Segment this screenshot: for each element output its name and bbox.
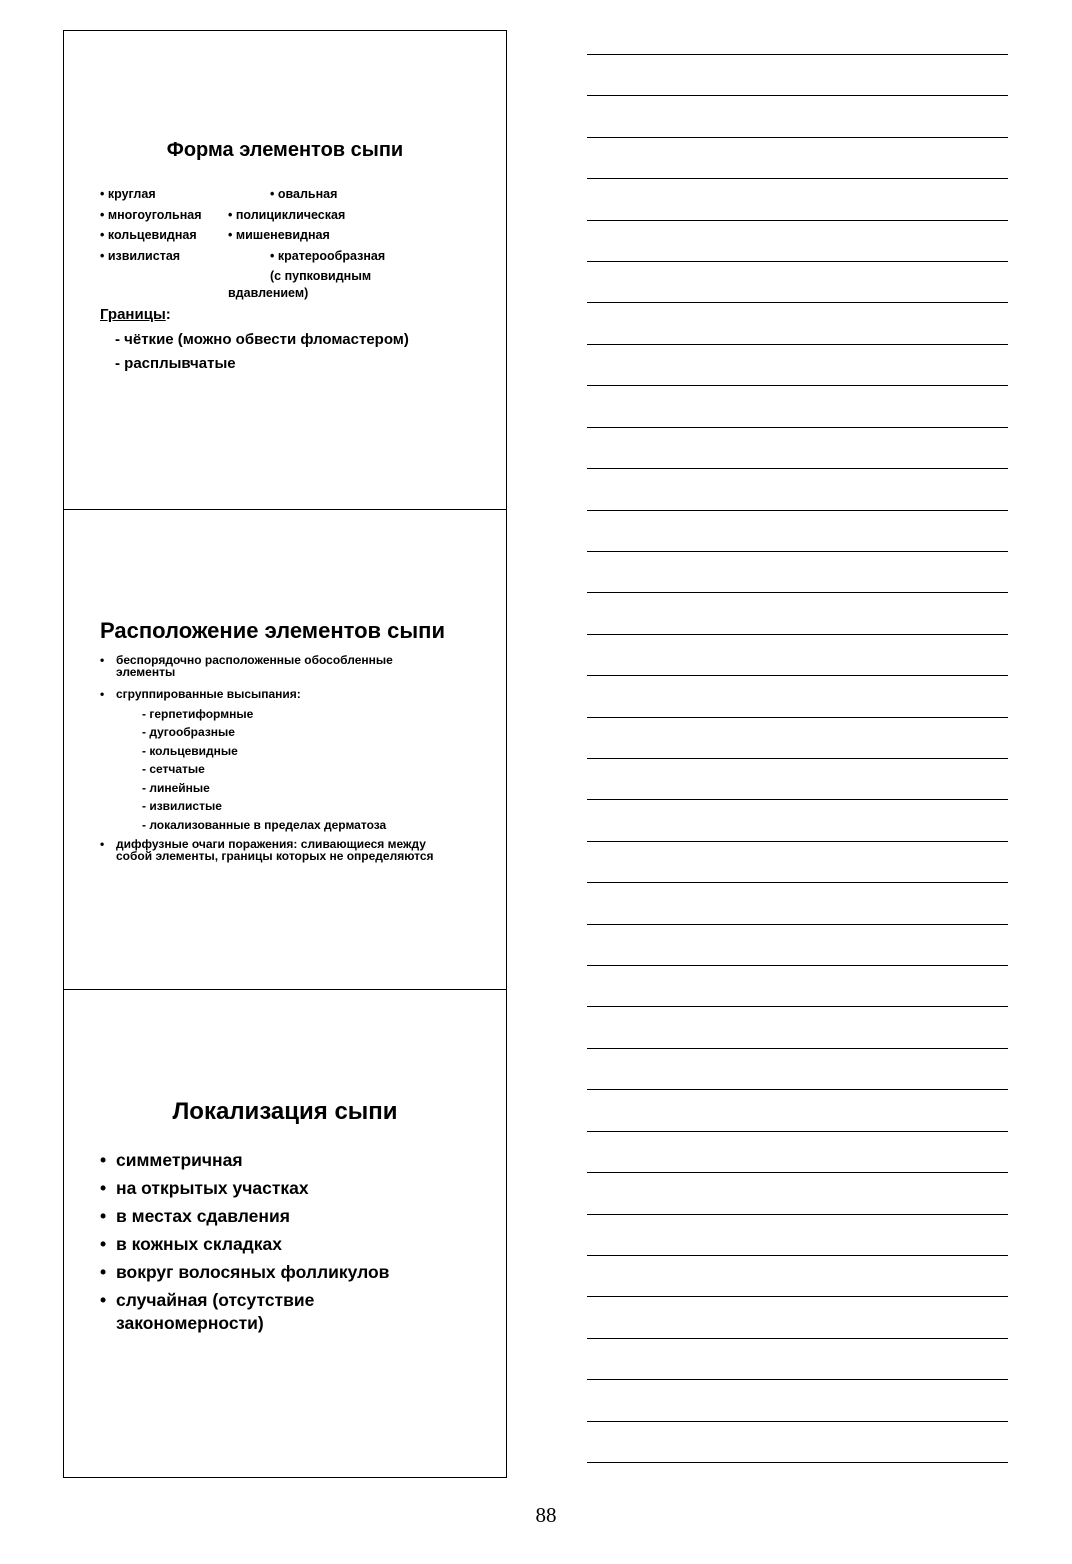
note-line	[587, 1462, 1008, 1464]
slide-title: Форма элементов сыпи	[166, 139, 404, 161]
shape-note: вдавлением)	[228, 286, 309, 300]
note-line	[587, 1089, 1008, 1091]
note-line	[587, 178, 1008, 180]
shape-item: • мишеневидная	[228, 228, 330, 242]
bullet: •	[100, 837, 105, 851]
note-line	[587, 634, 1008, 636]
bullet: •	[100, 1290, 107, 1310]
list-item-text: вокруг волосяных фолликулов	[116, 1262, 390, 1282]
list-item-text: диффузные очаги поражения: сливающиеся между собой элементы, границы которых не определяются	[116, 837, 434, 863]
bullet: •	[100, 1150, 107, 1170]
bullet: •	[100, 687, 105, 701]
note-line	[587, 1131, 1008, 1133]
slide-rash-arrangement	[64, 510, 506, 990]
note-line	[587, 261, 1008, 263]
shape-item: • кольцевидная	[100, 228, 197, 242]
note-line	[587, 1048, 1008, 1050]
note-line	[587, 1338, 1008, 1340]
note-line	[587, 551, 1008, 553]
note-line	[587, 54, 1008, 56]
note-line	[587, 1421, 1008, 1423]
note-line	[587, 717, 1008, 719]
borders-heading-text: Границы	[100, 306, 166, 323]
note-line	[587, 1379, 1008, 1381]
shape-item: • извилистая	[100, 248, 181, 263]
note-line	[587, 95, 1008, 97]
note-line	[587, 675, 1008, 677]
shape-item: • овальная	[270, 187, 338, 201]
sub-item: - кольцевидные	[142, 744, 238, 758]
note-line	[587, 427, 1008, 429]
note-line	[587, 385, 1008, 387]
note-line	[587, 1006, 1008, 1008]
list-item-text: в местах сдавления	[116, 1206, 290, 1226]
note-line	[587, 882, 1008, 884]
bullet: •	[100, 1178, 107, 1198]
sub-item: - линейные	[142, 781, 210, 795]
slide-title: Локализация сыпи	[172, 1098, 398, 1125]
slide-rash-shape	[64, 31, 506, 510]
shape-note: (с пупковидным	[270, 269, 372, 283]
bullet: •	[100, 653, 105, 667]
borders-heading	[100, 306, 171, 323]
note-line	[587, 1214, 1008, 1216]
slide-title: Расположение элементов сыпи	[100, 618, 445, 643]
note-line	[587, 468, 1008, 470]
sub-item: - сетчатые	[142, 762, 205, 776]
note-line	[587, 592, 1008, 594]
borders-colon: :	[165, 306, 171, 323]
shape-item: • круглая	[100, 187, 156, 201]
shape-item: • кратерообразная	[270, 248, 386, 263]
border-item: - чёткие (можно обвести фломастером)	[115, 331, 409, 348]
note-line	[587, 344, 1008, 346]
note-line	[587, 220, 1008, 222]
note-line	[587, 137, 1008, 139]
list-item-text: на открытых участках	[116, 1178, 309, 1198]
border-item: - расплывчатые	[115, 355, 236, 372]
list-item-text: в кожных складках	[116, 1234, 283, 1254]
note-line	[587, 1172, 1008, 1174]
note-line	[587, 924, 1008, 926]
list-item-text: беспорядочно расположенные обособленные элементы	[116, 653, 393, 679]
page-number: 88	[535, 1503, 557, 1527]
bullet: •	[100, 1206, 107, 1226]
slides-frame	[63, 30, 507, 1478]
shape-item: • полициклическая	[228, 207, 346, 222]
note-line	[587, 510, 1008, 512]
sub-item: - извилистые	[142, 799, 222, 813]
note-line	[587, 758, 1008, 760]
bullet: •	[100, 1234, 107, 1254]
note-line	[587, 799, 1008, 801]
slide-rash-localization	[64, 990, 506, 1477]
shape-item: • многоугольная	[100, 207, 202, 222]
list-item-text: случайная (отсутствие закономерности)	[116, 1290, 315, 1333]
note-line	[587, 1255, 1008, 1257]
sub-item: - дугообразные	[142, 725, 235, 739]
note-line	[587, 1296, 1008, 1298]
note-line	[587, 302, 1008, 304]
sub-item: - герпетиформные	[142, 707, 254, 721]
note-line	[587, 841, 1008, 843]
list-item-text: сгруппированные высыпания:	[116, 687, 301, 701]
list-item-text: симметричная	[116, 1150, 243, 1170]
note-line	[587, 965, 1008, 967]
sub-item: - локализованные в пределах дерматоза	[142, 818, 387, 832]
bullet: •	[100, 1262, 107, 1282]
